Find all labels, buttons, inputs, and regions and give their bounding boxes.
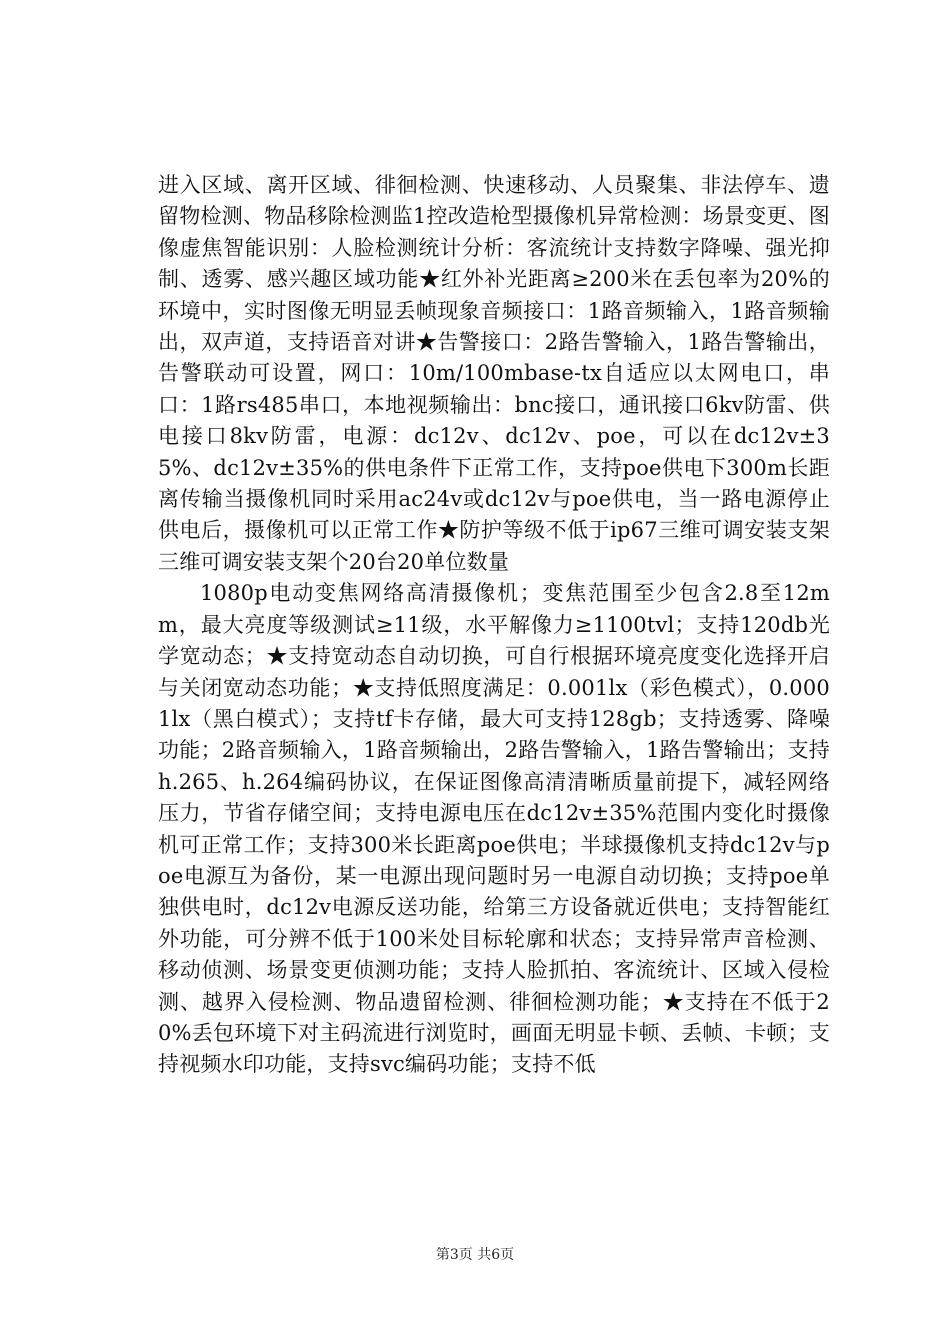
paragraph-camera-specs-continued: 进入区域、离开区域、徘徊检测、快速移动、人员聚集、非法停车、遗留物检测、物品移除检测监1控改造枪型摄像机异常检测：场景变更、图像虚焦智能识别：人脸检测统计分析：客流统计支持数字降噪、强光抑制、透雾、感兴趣区域功能★红外补光距离≥200米在丢包率为20%的环境中，实时图像无明显丢帧现象音频接口：1路音频输入，1路音频输出，双声道，支持语音对讲★告警接口：2路告警输入，1路告警输出，告警联动可设置，网口：10m/100mbase-tx自适应以太网电口，串口：1路rs485串口，本地视频输出：bnc接口，通讯接口6kv防雷、供电接口8kv防雷，电源：dc12v、dc12v、poe，可以在dc12v±35%、dc12v±35%的供电条件下正常工作，支持poe供电下300m长距离传输当摄像机同时采用ac24v或dc12v与poe供电，当一路电源停止供电后，摄像机可以正常工作★防护等级不低于ip67三维可调安装支架三维可调安装支架个20台20单位数量 (158, 173, 830, 574)
paragraph-zoom-camera-specs: 1080p电动变焦网络高清摄像机；变焦范围至少包含2.8至12mm，最大亮度等级测试≥11级，水平解像力≥1100tvl；支持120db光学宽动态；★支持宽动态自动切换，可自行根据环境亮度变化选择开启与关闭宽动态功能；★支持低照度满足：0.001lx（彩色模式），0.0001lx（黑白模式）；支持tf卡存储，最大可支持128gb；支持透雾、降噪功能；2路音频输入，1路音频输出，2路告警输入，1路告警输出；支持h.265、h.264编码协议，在保证图像高清清晰质量前提下，减轻网络压力，节省存储空间；支持电源电压在dc12v±35%范围内变化时摄像机可正常工作；支持300米长距离poe供电；半球摄像机支持dc12v与poe电源互为备份，某一电源出现问题时另一电源自动切换；支持poe单独供电时，dc12v电源反送功能，给第三方设备就近供电；支持智能红外功能，可分辨不低于100米处目标轮廓和状态；支持异常声音检测、移动侦测、场景变更侦测功能；支持人脸抓拍、客流统计、区域入侵检测、越界入侵检测、物品遗留检测、徘徊检测功能；★支持在不低于20%丢包环境下对主码流进行浏览时，画面无明显卡顿、丢帧、卡顿；支持视频水印功能，支持svc编码功能；支持不低 (158, 581, 830, 1077)
body-text (158, 170, 830, 1081)
page-footer: 第3页 共6页 (435, 1247, 515, 1263)
